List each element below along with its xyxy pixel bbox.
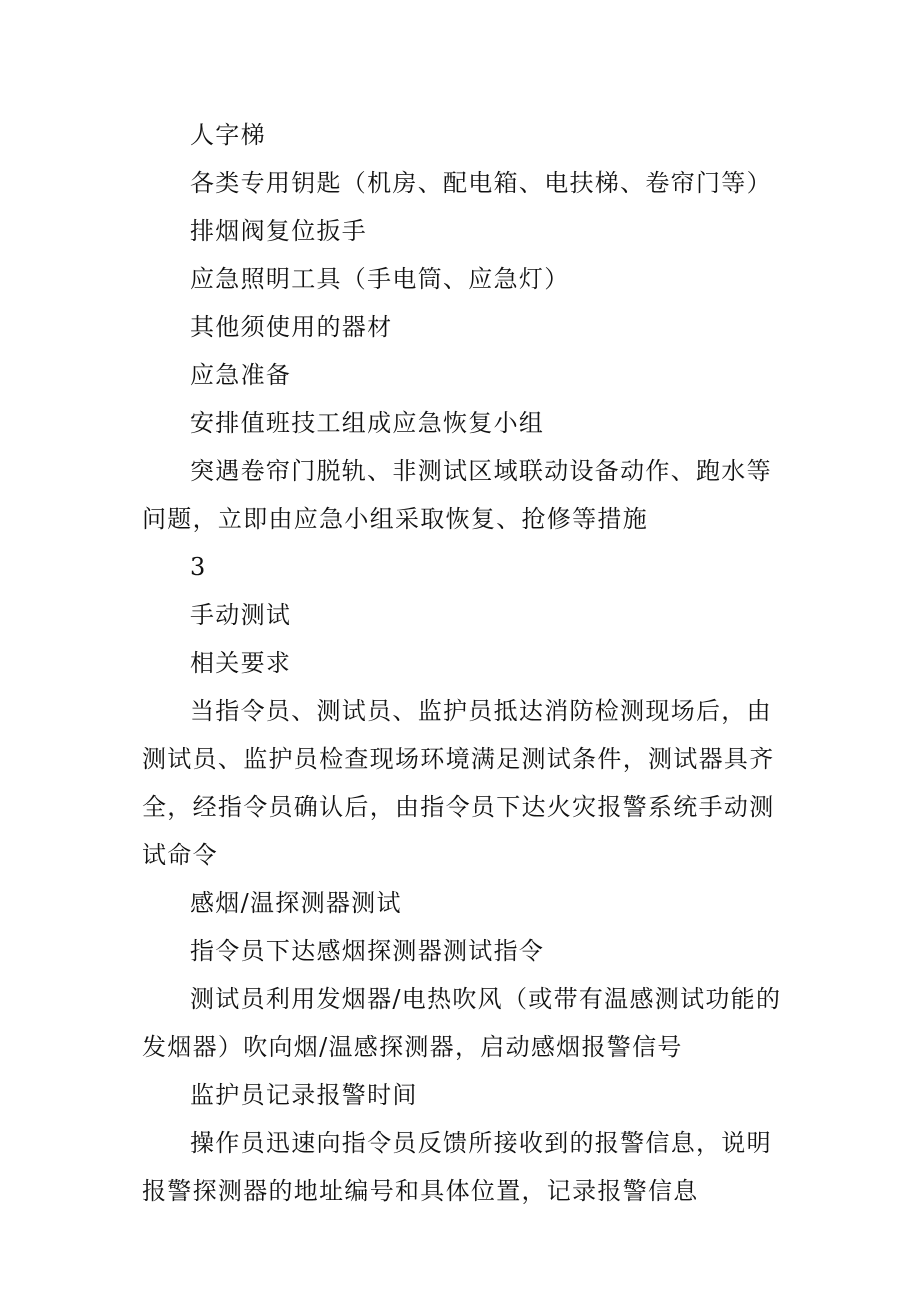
section-heading-manual-test: 手动测试 [190,601,292,629]
document-body [142,111,782,1215]
paragraph-smoke-generator: 测试员利用发烟器/电热吹风（或带有温感测试功能的发烟器）吹向烟/温感探测器，启动感烟报警信号 [142,985,782,1061]
section-number: 3 [190,553,207,581]
paragraph-ladder: 人字梯 [190,121,266,149]
subheading-detector-test: 感烟/温探测器测试 [190,889,402,917]
paragraph-duty-team: 安排值班技工组成应急恢复小组 [190,409,545,437]
paragraph-incident-handling: 突遇卷帘门脱轨、非测试区域联动设备动作、跑水等问题，立即由应急小组采取恢复、抢修等措施 [142,457,772,533]
paragraph-test-command: 当指令员、测试员、监护员抵达消防检测现场后，由测试员、监护员检查现场环境满足测试条件，测试器具齐全，经指令员确认后，由指令员下达火灾报警系统手动测试命令 [142,697,775,869]
paragraph-other-equipment: 其他须使用的器材 [190,313,393,341]
paragraph-wrench: 排烟阀复位扳手 [190,217,368,245]
paragraph-emergency-prep: 应急准备 [190,361,292,389]
subheading-requirements: 相关要求 [190,649,292,677]
paragraph-record-time: 监护员记录报警时间 [190,1081,418,1109]
paragraph-smoke-test-instruction: 指令员下达感烟探测器测试指令 [190,937,545,965]
paragraph-operator-feedback: 操作员迅速向指令员反馈所接收到的报警信息，说明报警探测器的地址编号和具体位置，记录报警信息 [142,1129,772,1205]
paragraph-keys: 各类专用钥匙（机房、配电箱、电扶梯、卷帘门等） [190,169,772,197]
paragraph-lighting-tools: 应急照明工具（手电筒、应急灯） [190,265,570,293]
